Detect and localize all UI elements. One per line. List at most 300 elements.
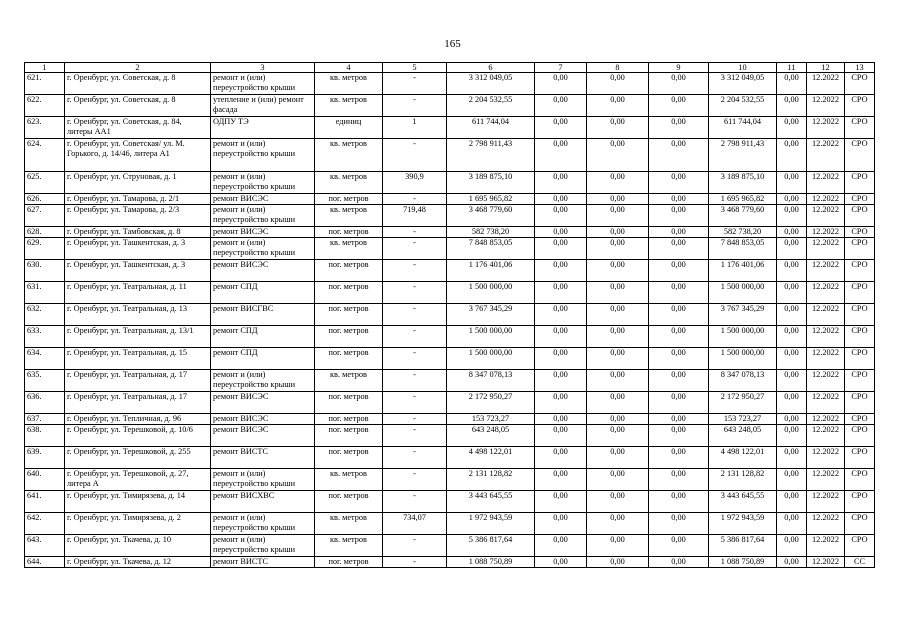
quantity-cell: -	[383, 73, 447, 95]
funding-cell: 0,00	[535, 326, 587, 348]
contractor-type-cell: СРО	[845, 425, 875, 447]
quantity-cell: -	[383, 238, 447, 260]
total-cost-cell: 5 386 817,64	[447, 535, 535, 557]
row-number-cell: 630.	[25, 260, 65, 282]
deadline-cell: 12.2022	[807, 139, 845, 172]
table-row	[25, 139, 875, 172]
contractor-type-cell: СС	[845, 557, 875, 568]
total-cost-cell: 2 172 950,27	[447, 392, 535, 414]
contractor-type-cell: СРО	[845, 260, 875, 282]
funding-cell: 0,00	[649, 392, 709, 414]
funding-cell: 0,00	[649, 414, 709, 425]
owner-funds-cell: 3 443 645,55	[709, 491, 777, 513]
contractor-type-cell: СРО	[845, 227, 875, 238]
specific-cost-cell: 0,00	[777, 172, 807, 194]
owner-funds-cell: 2 798 911,43	[709, 139, 777, 172]
total-cost-cell: 2 204 532,55	[447, 95, 535, 117]
specific-cost-cell: 0,00	[777, 348, 807, 370]
deadline-cell: 12.2022	[807, 392, 845, 414]
funding-cell: 0,00	[649, 238, 709, 260]
deadline-cell: 12.2022	[807, 205, 845, 227]
row-number-cell: 627.	[25, 205, 65, 227]
specific-cost-cell: 0,00	[777, 425, 807, 447]
specific-cost-cell: 0,00	[777, 238, 807, 260]
contractor-type-cell: СРО	[845, 172, 875, 194]
work-type-cell: ремонт и (или) переустройство крыши	[211, 172, 315, 194]
specific-cost-cell: 0,00	[777, 491, 807, 513]
funding-cell: 0,00	[587, 414, 649, 425]
deadline-cell: 12.2022	[807, 469, 845, 491]
funding-cell: 0,00	[649, 491, 709, 513]
funding-cell: 0,00	[587, 348, 649, 370]
deadline-cell: 12.2022	[807, 425, 845, 447]
specific-cost-cell: 0,00	[777, 326, 807, 348]
owner-funds-cell: 3 189 875,10	[709, 172, 777, 194]
work-type-cell: ремонт ВИСЭС	[211, 425, 315, 447]
contractor-type-cell: СРО	[845, 117, 875, 139]
row-number-cell: 635.	[25, 370, 65, 392]
contractor-type-cell: СРО	[845, 238, 875, 260]
work-type-cell: ремонт ВИСЭС	[211, 194, 315, 205]
contractor-type-cell: СРО	[845, 469, 875, 491]
address-cell: г. Оренбург, ул. Советская, д. 84, литеры АА1	[65, 117, 211, 139]
total-cost-cell: 2 798 911,43	[447, 139, 535, 172]
funding-cell: 0,00	[535, 238, 587, 260]
unit-cell: пог. метров	[315, 447, 383, 469]
total-cost-cell: 1 695 965,82	[447, 194, 535, 205]
funding-cell: 0,00	[587, 557, 649, 568]
work-type-cell: ремонт ВИСЭС	[211, 227, 315, 238]
total-cost-cell: 153 723,27	[447, 414, 535, 425]
funding-cell: 0,00	[649, 194, 709, 205]
column-header: 7	[535, 63, 587, 73]
quantity-cell: -	[383, 491, 447, 513]
column-header: 9	[649, 63, 709, 73]
row-number-cell: 632.	[25, 304, 65, 326]
funding-cell: 0,00	[649, 304, 709, 326]
funding-cell: 0,00	[535, 205, 587, 227]
funding-cell: 0,00	[587, 469, 649, 491]
funding-cell: 0,00	[587, 117, 649, 139]
funding-cell: 0,00	[535, 282, 587, 304]
funding-cell: 0,00	[535, 425, 587, 447]
address-cell: г. Оренбург, ул. Ташкентская, д. 3	[65, 260, 211, 282]
quantity-cell: -	[383, 194, 447, 205]
contractor-type-cell: СРО	[845, 205, 875, 227]
owner-funds-cell: 1 500 000,00	[709, 348, 777, 370]
specific-cost-cell: 0,00	[777, 513, 807, 535]
work-type-cell: ремонт ВИСЭС	[211, 392, 315, 414]
work-type-cell: ремонт и (или) переустройство крыши	[211, 238, 315, 260]
quantity-cell: -	[383, 557, 447, 568]
funding-cell: 0,00	[535, 139, 587, 172]
funding-cell: 0,00	[587, 260, 649, 282]
column-header: 1	[25, 63, 65, 73]
row-number-cell: 631.	[25, 282, 65, 304]
table-row	[25, 326, 875, 348]
work-type-cell: ремонт ВИСХВС	[211, 491, 315, 513]
funding-cell: 0,00	[535, 535, 587, 557]
address-cell: г. Оренбург, ул. Театральная, д. 17	[65, 370, 211, 392]
page-number: 165	[444, 38, 461, 50]
total-cost-cell: 582 738,20	[447, 227, 535, 238]
funding-cell: 0,00	[649, 513, 709, 535]
address-cell: г. Оренбург, ул. Театральная, д. 17	[65, 392, 211, 414]
address-cell: г. Оренбург, ул. Терешковой, д. 10/6	[65, 425, 211, 447]
contractor-type-cell: СРО	[845, 326, 875, 348]
specific-cost-cell: 0,00	[777, 95, 807, 117]
quantity-cell: -	[383, 139, 447, 172]
funding-cell: 0,00	[535, 95, 587, 117]
funding-cell: 0,00	[535, 370, 587, 392]
work-type-cell: ремонт СПД	[211, 326, 315, 348]
address-cell: г. Оренбург, ул. Ткачева, д. 10	[65, 535, 211, 557]
column-header: 11	[777, 63, 807, 73]
funding-cell: 0,00	[535, 194, 587, 205]
deadline-cell: 12.2022	[807, 260, 845, 282]
unit-cell: пог. метров	[315, 304, 383, 326]
owner-funds-cell: 8 347 078,13	[709, 370, 777, 392]
funding-cell: 0,00	[649, 469, 709, 491]
funding-cell: 0,00	[587, 370, 649, 392]
funding-cell: 0,00	[649, 73, 709, 95]
funding-cell: 0,00	[535, 513, 587, 535]
funding-cell: 0,00	[535, 392, 587, 414]
column-header: 6	[447, 63, 535, 73]
address-cell: г. Оренбург, ул. Терешковой, д. 27, литера А	[65, 469, 211, 491]
funding-cell: 0,00	[649, 227, 709, 238]
contractor-type-cell: СРО	[845, 139, 875, 172]
row-number-cell: 636.	[25, 392, 65, 414]
unit-cell: кв. метров	[315, 139, 383, 172]
address-cell: г. Оренбург, ул. Советская, д. 8	[65, 95, 211, 117]
address-cell: г. Оренбург, ул. Тамбовская, д. 8	[65, 227, 211, 238]
funding-cell: 0,00	[649, 348, 709, 370]
contractor-type-cell: СРО	[845, 491, 875, 513]
total-cost-cell: 1 972 943,59	[447, 513, 535, 535]
table-row	[25, 414, 875, 425]
owner-funds-cell: 2 172 950,27	[709, 392, 777, 414]
total-cost-cell: 2 131 128,82	[447, 469, 535, 491]
address-cell: г. Оренбург, ул. Советская/ ул. М. Горького, д. 14/46, литера А1	[65, 139, 211, 172]
owner-funds-cell: 611 744,04	[709, 117, 777, 139]
specific-cost-cell: 0,00	[777, 139, 807, 172]
funding-cell: 0,00	[649, 557, 709, 568]
funding-cell: 0,00	[649, 139, 709, 172]
quantity-cell: 1	[383, 117, 447, 139]
total-cost-cell: 7 848 853,05	[447, 238, 535, 260]
deadline-cell: 12.2022	[807, 557, 845, 568]
specific-cost-cell: 0,00	[777, 117, 807, 139]
row-number-cell: 638.	[25, 425, 65, 447]
table-row	[25, 535, 875, 557]
address-cell: г. Оренбург, ул. Тамарова, д. 2/3	[65, 205, 211, 227]
funding-cell: 0,00	[587, 425, 649, 447]
table-row	[25, 425, 875, 447]
unit-cell: пог. метров	[315, 557, 383, 568]
column-header: 13	[845, 63, 875, 73]
total-cost-cell: 3 189 875,10	[447, 172, 535, 194]
table-row	[25, 95, 875, 117]
unit-cell: пог. метров	[315, 260, 383, 282]
row-number-cell: 629.	[25, 238, 65, 260]
column-header: 12	[807, 63, 845, 73]
funding-cell: 0,00	[535, 491, 587, 513]
work-type-cell: ремонт ВИСТС	[211, 557, 315, 568]
table-row	[25, 348, 875, 370]
contractor-type-cell: СРО	[845, 513, 875, 535]
funding-cell: 0,00	[587, 282, 649, 304]
column-header: 3	[211, 63, 315, 73]
deadline-cell: 12.2022	[807, 95, 845, 117]
funding-cell: 0,00	[535, 469, 587, 491]
deadline-cell: 12.2022	[807, 227, 845, 238]
quantity-cell: -	[383, 227, 447, 238]
funding-cell: 0,00	[587, 326, 649, 348]
unit-cell: кв. метров	[315, 172, 383, 194]
column-header: 10	[709, 63, 777, 73]
owner-funds-cell: 643 248,05	[709, 425, 777, 447]
table-row	[25, 469, 875, 491]
owner-funds-cell: 1 500 000,00	[709, 282, 777, 304]
work-type-cell: ремонт и (или) переустройство крыши	[211, 469, 315, 491]
table-row	[25, 73, 875, 95]
work-type-cell: ремонт ВИСЭС	[211, 414, 315, 425]
specific-cost-cell: 0,00	[777, 282, 807, 304]
total-cost-cell: 3 468 779,60	[447, 205, 535, 227]
funding-cell: 0,00	[587, 304, 649, 326]
row-number-cell: 628.	[25, 227, 65, 238]
row-number-cell: 643.	[25, 535, 65, 557]
owner-funds-cell: 3 468 779,60	[709, 205, 777, 227]
row-number-cell: 623.	[25, 117, 65, 139]
work-type-cell: ремонт и (или) переустройство крыши	[211, 513, 315, 535]
deadline-cell: 12.2022	[807, 447, 845, 469]
funding-cell: 0,00	[535, 227, 587, 238]
contractor-type-cell: СРО	[845, 392, 875, 414]
unit-cell: кв. метров	[315, 469, 383, 491]
unit-cell: пог. метров	[315, 392, 383, 414]
table-row	[25, 392, 875, 414]
table-row	[25, 491, 875, 513]
funding-cell: 0,00	[587, 535, 649, 557]
row-number-cell: 626.	[25, 194, 65, 205]
funding-cell: 0,00	[649, 172, 709, 194]
specific-cost-cell: 0,00	[777, 260, 807, 282]
address-cell: г. Оренбург, ул. Советская, д. 8	[65, 73, 211, 95]
contractor-type-cell: СРО	[845, 95, 875, 117]
row-number-cell: 621.	[25, 73, 65, 95]
deadline-cell: 12.2022	[807, 172, 845, 194]
owner-funds-cell: 2 131 128,82	[709, 469, 777, 491]
owner-funds-cell: 1 088 750,89	[709, 557, 777, 568]
contractor-type-cell: СРО	[845, 535, 875, 557]
contractor-type-cell: СРО	[845, 348, 875, 370]
owner-funds-cell: 1 500 000,00	[709, 326, 777, 348]
quantity-cell: -	[383, 326, 447, 348]
funding-cell: 0,00	[649, 260, 709, 282]
funding-cell: 0,00	[649, 117, 709, 139]
work-type-cell: ремонт СПД	[211, 348, 315, 370]
address-cell: г. Оренбург, ул. Струновая, д. 1	[65, 172, 211, 194]
funding-cell: 0,00	[587, 139, 649, 172]
work-type-cell: ремонт ВИСЭС	[211, 260, 315, 282]
quantity-cell: -	[383, 370, 447, 392]
total-cost-cell: 3 767 345,29	[447, 304, 535, 326]
unit-cell: кв. метров	[315, 238, 383, 260]
funding-cell: 0,00	[535, 260, 587, 282]
work-type-cell: ремонт ВИСТС	[211, 447, 315, 469]
work-type-cell: утепление и (или) ремонт фасада	[211, 95, 315, 117]
unit-cell: пог. метров	[315, 282, 383, 304]
contractor-type-cell: СРО	[845, 414, 875, 425]
row-number-cell: 644.	[25, 557, 65, 568]
table-row	[25, 227, 875, 238]
funding-cell: 0,00	[535, 117, 587, 139]
table-row	[25, 172, 875, 194]
deadline-cell: 12.2022	[807, 238, 845, 260]
funding-cell: 0,00	[649, 425, 709, 447]
funding-cell: 0,00	[587, 73, 649, 95]
unit-cell: единиц	[315, 117, 383, 139]
quantity-cell: -	[383, 535, 447, 557]
owner-funds-cell: 2 204 532,55	[709, 95, 777, 117]
work-type-cell: ремонт и (или) переустройство крыши	[211, 73, 315, 95]
work-type-cell: ремонт СПД	[211, 282, 315, 304]
specific-cost-cell: 0,00	[777, 535, 807, 557]
quantity-cell: -	[383, 469, 447, 491]
address-cell: г. Оренбург, ул. Театральная, д. 11	[65, 282, 211, 304]
funding-cell: 0,00	[535, 414, 587, 425]
specific-cost-cell: 0,00	[777, 73, 807, 95]
row-number-cell: 624.	[25, 139, 65, 172]
deadline-cell: 12.2022	[807, 326, 845, 348]
specific-cost-cell: 0,00	[777, 370, 807, 392]
unit-cell: кв. метров	[315, 535, 383, 557]
specific-cost-cell: 0,00	[777, 227, 807, 238]
table-row	[25, 238, 875, 260]
contractor-type-cell: СРО	[845, 304, 875, 326]
work-type-cell: ремонт и (или) переустройство крыши	[211, 535, 315, 557]
contractor-type-cell: СРО	[845, 282, 875, 304]
address-cell: г. Оренбург, ул. Ткачева, д. 12	[65, 557, 211, 568]
funding-cell: 0,00	[649, 205, 709, 227]
total-cost-cell: 1 088 750,89	[447, 557, 535, 568]
specific-cost-cell: 0,00	[777, 205, 807, 227]
owner-funds-cell: 5 386 817,64	[709, 535, 777, 557]
table-row	[25, 282, 875, 304]
table-row	[25, 513, 875, 535]
quantity-cell: -	[383, 95, 447, 117]
funding-cell: 0,00	[587, 172, 649, 194]
funding-cell: 0,00	[587, 491, 649, 513]
deadline-cell: 12.2022	[807, 370, 845, 392]
funding-cell: 0,00	[535, 447, 587, 469]
total-cost-cell: 3 443 645,55	[447, 491, 535, 513]
funding-cell: 0,00	[649, 95, 709, 117]
funding-cell: 0,00	[587, 513, 649, 535]
unit-cell: пог. метров	[315, 326, 383, 348]
address-cell: г. Оренбург, ул. Тимирязева, д. 2	[65, 513, 211, 535]
funding-cell: 0,00	[535, 73, 587, 95]
quantity-cell: -	[383, 392, 447, 414]
specific-cost-cell: 0,00	[777, 194, 807, 205]
funding-cell: 0,00	[535, 304, 587, 326]
unit-cell: пог. метров	[315, 227, 383, 238]
table-row	[25, 194, 875, 205]
total-cost-cell: 1 500 000,00	[447, 326, 535, 348]
owner-funds-cell: 1 695 965,82	[709, 194, 777, 205]
table-row	[25, 117, 875, 139]
specific-cost-cell: 0,00	[777, 392, 807, 414]
quantity-cell: -	[383, 260, 447, 282]
deadline-cell: 12.2022	[807, 414, 845, 425]
table-row	[25, 260, 875, 282]
deadline-cell: 12.2022	[807, 535, 845, 557]
row-number-cell: 634.	[25, 348, 65, 370]
contractor-type-cell: СРО	[845, 370, 875, 392]
specific-cost-cell: 0,00	[777, 557, 807, 568]
row-number-cell: 642.	[25, 513, 65, 535]
work-type-cell: ремонт и (или) переустройство крыши	[211, 205, 315, 227]
specific-cost-cell: 0,00	[777, 447, 807, 469]
row-number-cell: 633.	[25, 326, 65, 348]
work-type-cell: ремонт и (или) переустройство крыши	[211, 370, 315, 392]
quantity-cell: -	[383, 348, 447, 370]
address-cell: г. Оренбург, ул. Терешковой, д. 255	[65, 447, 211, 469]
row-number-cell: 637.	[25, 414, 65, 425]
column-header: 8	[587, 63, 649, 73]
column-header: 5	[383, 63, 447, 73]
owner-funds-cell: 1 176 401,06	[709, 260, 777, 282]
address-cell: г. Оренбург, ул. Театральная, д. 13/1	[65, 326, 211, 348]
quantity-cell: 734,07	[383, 513, 447, 535]
total-cost-cell: 1 500 000,00	[447, 282, 535, 304]
specific-cost-cell: 0,00	[777, 304, 807, 326]
funding-cell: 0,00	[649, 370, 709, 392]
address-cell: г. Оренбург, ул. Тимирязева, д. 14	[65, 491, 211, 513]
contractor-type-cell: СРО	[845, 194, 875, 205]
owner-funds-cell: 3 767 345,29	[709, 304, 777, 326]
owner-funds-cell: 7 848 853,05	[709, 238, 777, 260]
table-row	[25, 447, 875, 469]
address-cell: г. Оренбург, ул. Театральная, д. 15	[65, 348, 211, 370]
work-type-cell: ремонт ВИСГВС	[211, 304, 315, 326]
row-number-cell: 641.	[25, 491, 65, 513]
work-type-cell: ОДПУ ТЭ	[211, 117, 315, 139]
row-number-cell: 639.	[25, 447, 65, 469]
quantity-cell: -	[383, 425, 447, 447]
deadline-cell: 12.2022	[807, 513, 845, 535]
unit-cell: кв. метров	[315, 205, 383, 227]
unit-cell: пог. метров	[315, 348, 383, 370]
table-row	[25, 557, 875, 568]
funding-cell: 0,00	[587, 392, 649, 414]
funding-cell: 0,00	[535, 557, 587, 568]
total-cost-cell: 1 176 401,06	[447, 260, 535, 282]
quantity-cell: -	[383, 282, 447, 304]
contractor-type-cell: СРО	[845, 447, 875, 469]
total-cost-cell: 3 312 049,05	[447, 73, 535, 95]
address-cell: г. Оренбург, ул. Тамарова, д. 2/1	[65, 194, 211, 205]
capital-repair-table	[24, 62, 875, 568]
owner-funds-cell: 4 498 122,01	[709, 447, 777, 469]
owner-funds-cell: 1 972 943,59	[709, 513, 777, 535]
quantity-cell: -	[383, 447, 447, 469]
table-row	[25, 304, 875, 326]
total-cost-cell: 4 498 122,01	[447, 447, 535, 469]
deadline-cell: 12.2022	[807, 304, 845, 326]
